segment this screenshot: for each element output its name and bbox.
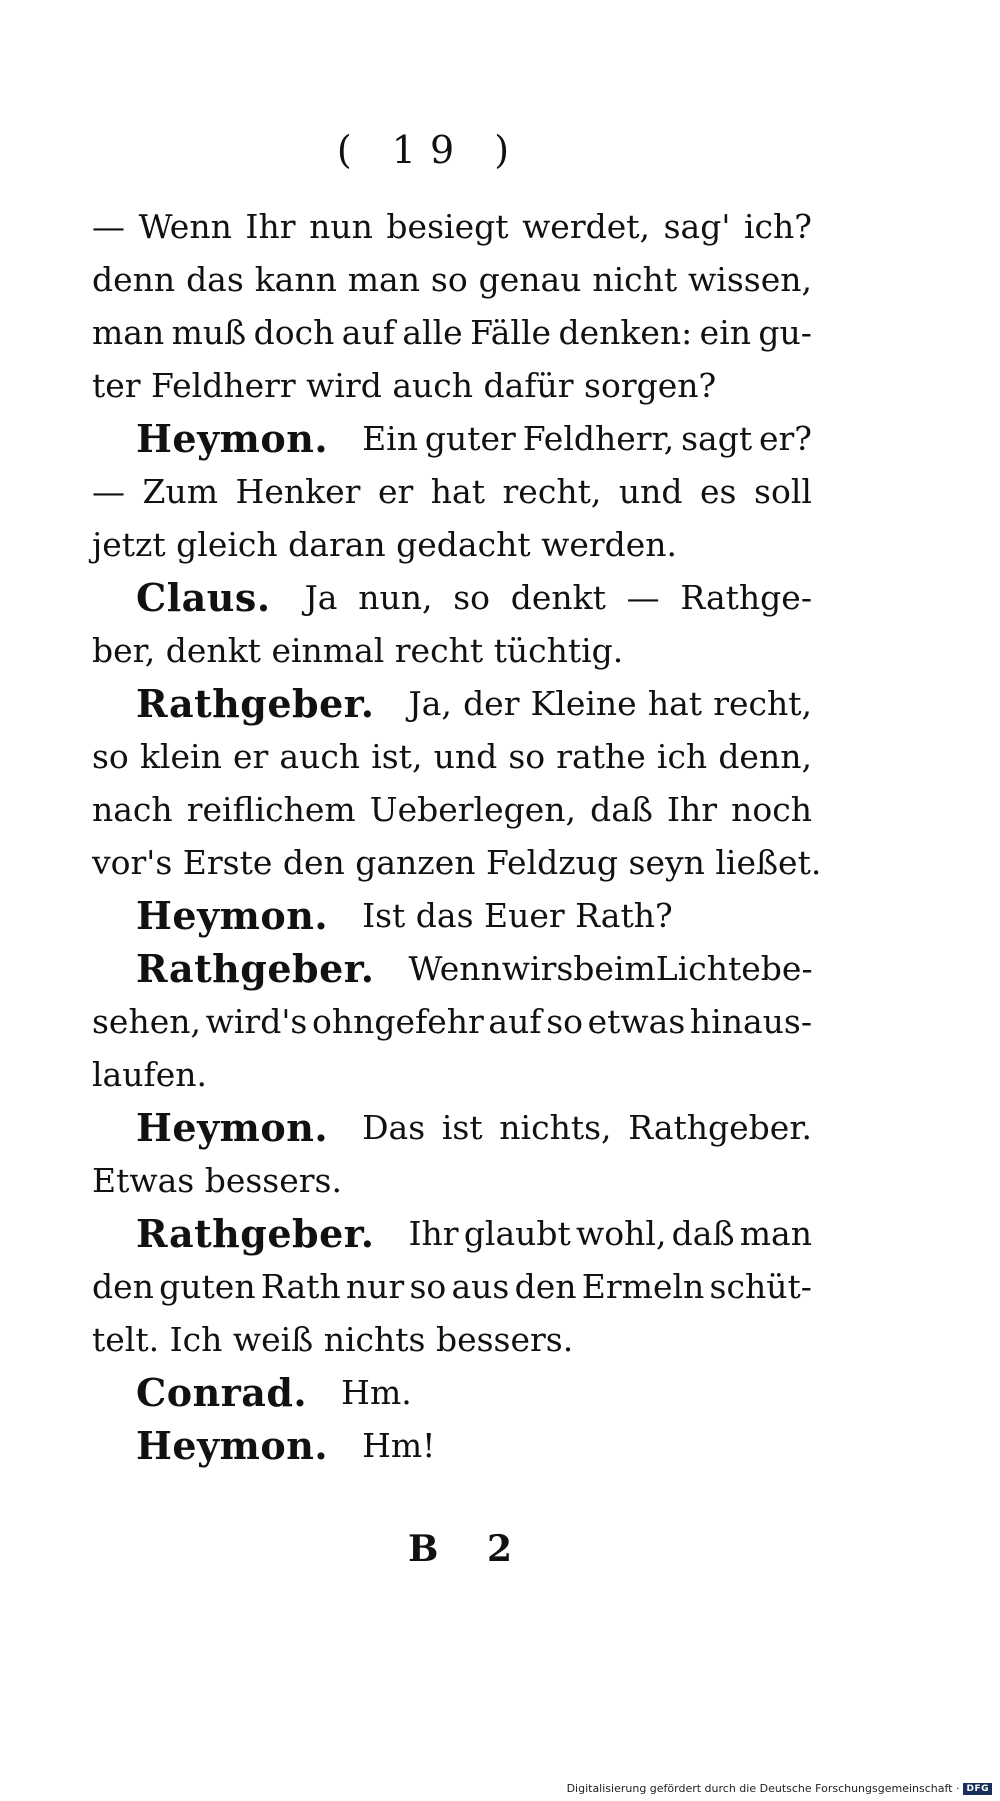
line-text: Ja nun, so denkt — Rathge- [304, 578, 812, 617]
text-line [92, 200, 812, 253]
line-text: Ist das Euer Rath? [362, 896, 673, 935]
line-text: — Zum Henker er hat recht, und es soll [92, 472, 812, 511]
signature-mark: B 2 [408, 1528, 531, 1570]
line-text: Ein guter Feldherr, sagt er? [362, 419, 812, 458]
text-line [92, 1366, 812, 1419]
text-line [92, 942, 812, 995]
line-text: Ja, der Kleine hat recht, [408, 684, 812, 723]
text-line [92, 889, 812, 942]
text-line [92, 1313, 812, 1366]
text-line [92, 783, 812, 836]
text-line [92, 1207, 812, 1260]
text-line [92, 995, 812, 1048]
line-text: Hm. [341, 1373, 412, 1412]
text-line [92, 1048, 812, 1101]
text-line [92, 836, 822, 889]
line-text: jetzt gleich daran gedacht werden. [92, 525, 678, 564]
digitization-footer [567, 1782, 992, 1795]
line-text: laufen. [92, 1055, 207, 1094]
text-line [92, 306, 812, 359]
speaker-name: Rathgeber. [136, 946, 375, 991]
speaker-name: Claus. [136, 575, 271, 620]
line-text: Etwas bessers. [92, 1161, 342, 1200]
line-text: vor's Erste den ganzen Feldzug seyn ließet. [92, 843, 822, 882]
speaker-name: Heymon. [136, 1423, 329, 1468]
speaker-name: Rathgeber. [136, 1211, 375, 1256]
speaker-name: Heymon. [136, 893, 329, 938]
dfg-logo: DFG [963, 1783, 992, 1795]
line-text: nach reiflichem Ueberlegen, daß Ihr noch [92, 790, 812, 829]
text-line [92, 465, 812, 518]
line-text: ber, denkt einmal recht tüchtig. [92, 631, 624, 670]
speaker-name: Heymon. [136, 1105, 329, 1150]
line-text: Hm! [362, 1426, 436, 1465]
speaker-name: Conrad. [136, 1370, 308, 1415]
speaker-name: Rathgeber. [136, 681, 375, 726]
text-line [92, 730, 812, 783]
speaker-name: Heymon. [136, 416, 329, 461]
line-text: ter Feldherr wird auch dafür sorgen? [92, 366, 717, 405]
line-text: sehen, wird's ohngefehr auf so etwas hinaus- [92, 1002, 812, 1041]
line-text: denn das kann man so genau nicht wissen, [92, 260, 812, 299]
text-line [92, 1260, 812, 1313]
text-line [92, 677, 812, 730]
text-line [92, 571, 812, 624]
text-line [92, 518, 812, 571]
text-line [92, 1154, 812, 1207]
footer-text: Digitalisierung gefördert durch die Deutsche Forschungsgemeinschaft · [566, 1782, 960, 1795]
text-line [92, 359, 812, 412]
line-text: man muß doch auf alle Fälle denken: ein gu- [92, 313, 812, 352]
line-text: Das ist nichts, Rathgeber. [362, 1108, 812, 1147]
text-line [92, 1419, 812, 1472]
text-block [92, 200, 822, 1472]
page-number: ( 19 ) [336, 128, 524, 172]
text-line [92, 412, 812, 465]
line-text: so klein er auch ist, und so rathe ich denn, [92, 737, 812, 776]
text-line [92, 253, 812, 306]
line-text: Wenn wirs beim Lichte be- [408, 949, 813, 988]
text-line [92, 624, 812, 677]
line-text: — Wenn Ihr nun besiegt werdet, sag' ich? [92, 207, 812, 246]
line-text: telt. Ich weiß nichts bessers. [92, 1320, 574, 1359]
text-line [92, 1101, 812, 1154]
line-text: Ihr glaubt wohl, daß man [408, 1214, 812, 1253]
line-text: den guten Rath nur so aus den Ermeln schüt- [92, 1267, 812, 1306]
